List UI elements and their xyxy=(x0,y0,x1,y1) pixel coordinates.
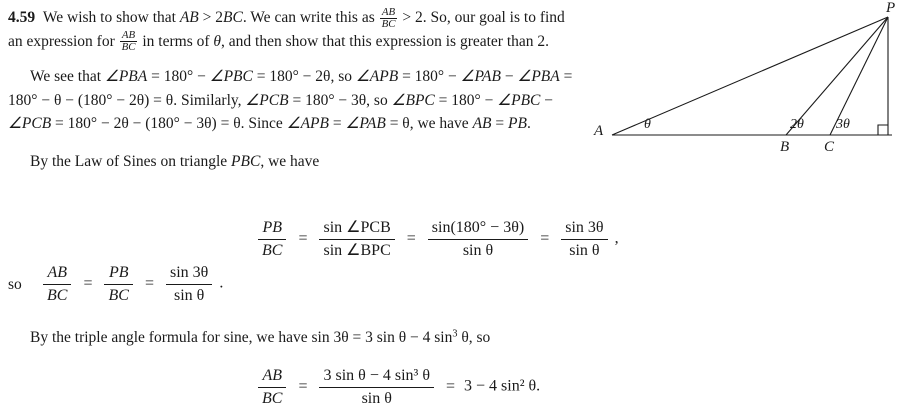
eq2-f3-num: sin 3θ xyxy=(166,263,212,285)
p2-eq13: . xyxy=(526,115,531,133)
eq2-f1-den: BC xyxy=(47,286,68,304)
angle-label-3theta: 3θ xyxy=(836,117,850,132)
eq2-equals-2: = xyxy=(144,275,154,293)
eq3-frac-expansion xyxy=(319,366,434,408)
eq1-tail: , xyxy=(614,229,619,247)
eq1-f4-den: sin θ xyxy=(569,241,600,259)
p2-text-a: We see that xyxy=(30,68,105,86)
eq1-f1-den: BC xyxy=(262,241,283,259)
eq2-f1-num: AB xyxy=(43,263,71,285)
eq3-f2-num: 3 sin θ − 4 sin³ θ xyxy=(319,366,434,388)
eq1-f1-num: PB xyxy=(258,218,286,240)
display-equation-1 xyxy=(255,218,619,260)
p2-pbc: ∠PBC xyxy=(209,68,253,86)
eq2-f2-num: PB xyxy=(104,263,132,285)
p2-eq7: = 180° − xyxy=(434,91,498,109)
p2-apb-2: ∠APB xyxy=(286,115,329,133)
p2-eq6: = 180° − 3θ, so xyxy=(288,91,392,109)
p1-text-c: . We can write this as xyxy=(242,9,379,26)
angle-label-theta: θ xyxy=(644,117,651,132)
p4-exponent: 3 xyxy=(452,328,458,340)
eq1-f2-num: sin ∠PCB xyxy=(319,218,394,240)
vertex-label-p: P xyxy=(886,0,896,16)
eq2-frac-sin3theta xyxy=(166,263,212,305)
equation-2-so-label: so xyxy=(8,276,22,293)
p1-text-b: > 2 xyxy=(198,9,224,26)
eq3-equals-2: = xyxy=(445,378,456,396)
paragraph-1 xyxy=(8,6,578,53)
triangle-figure xyxy=(590,0,914,170)
p4-text-a: By the triple angle formula for sine, we have sin 3θ = 3 sin θ − 4 sin xyxy=(30,329,453,346)
p2-pcb-2: ∠PCB xyxy=(8,115,52,133)
figure-svg xyxy=(590,0,914,170)
p2-eq3: = 180° − xyxy=(398,68,461,86)
p4-text-b: θ, so xyxy=(457,329,491,346)
p2-bpc: ∠BPC xyxy=(391,91,435,109)
eq2-frac-ab-bc xyxy=(43,263,71,305)
p2-eq4: − xyxy=(500,68,518,86)
p2-eq8: − xyxy=(540,91,553,109)
p2-apb: ∠APB xyxy=(355,68,399,86)
eq3-f2-den: sin θ xyxy=(361,389,392,407)
p2-pb: PB xyxy=(508,115,527,133)
p1-text-f: , and then show that this expression is greater than 2. xyxy=(221,32,550,50)
eq2-f3-den: sin θ xyxy=(173,286,205,304)
eq2-tail: . xyxy=(219,274,224,292)
eq1-equals-1: = xyxy=(298,230,308,248)
eq2-f2-den: BC xyxy=(108,286,129,304)
eq3-frac-ab-bc xyxy=(258,366,286,408)
eq1-f3-num: sin(180° − 3θ) xyxy=(428,218,528,240)
p2-pab: ∠PAB xyxy=(460,68,501,86)
vertex-label-b: B xyxy=(780,139,790,155)
eq1-frac-sin180 xyxy=(428,218,528,260)
p2-eq2: = 180° − 2θ, so xyxy=(252,68,356,86)
p2-eq5: = 180° − θ − (180° − 2θ) = θ. Similarly, xyxy=(8,68,573,109)
paragraph-2 xyxy=(8,65,578,136)
inline-fraction-ab-bc-1 xyxy=(380,7,398,30)
p1-text-a: We wish to show that xyxy=(42,9,180,26)
eq1-f4-num: sin 3θ xyxy=(561,218,607,240)
p2-eq10: = xyxy=(329,115,346,133)
paragraph-4 xyxy=(8,326,578,350)
p2-pba: ∠PBA xyxy=(104,68,148,86)
eq1-frac-sin3theta xyxy=(561,218,607,260)
p3-text-a: By the Law of Sines on triangle xyxy=(30,152,232,170)
eq3-tail: 3 − 4 sin² θ. xyxy=(464,377,541,395)
p2-pcb: ∠PCB xyxy=(245,91,289,109)
eq3-equals-1: = xyxy=(298,378,308,396)
p2-eq9: = 180° − 2θ − (180° − 3θ) = θ. Since xyxy=(51,115,287,133)
inline-fraction-ab-bc-2 xyxy=(120,30,138,53)
p2-eq12: = xyxy=(491,115,508,133)
frac1-numerator: AB xyxy=(380,7,398,19)
eq2-frac-pb-bc xyxy=(104,263,132,305)
p2-eq11: = θ, we have xyxy=(385,115,473,133)
p1-text-e: in terms of xyxy=(138,32,214,50)
p1-text-d: > 2. So, our goal is to find an expression for xyxy=(8,9,565,50)
p2-pbc-2: ∠PBC xyxy=(497,91,541,109)
p2-pba-2: ∠PBA xyxy=(517,68,560,86)
angle-label-2theta: 2θ xyxy=(790,117,804,132)
eq1-equals-3: = xyxy=(540,230,550,248)
p1-bc: BC xyxy=(223,9,243,26)
p3-pbc: PBC xyxy=(231,152,261,170)
p2-eq1: = 180° − xyxy=(147,68,210,86)
p1-ab: AB xyxy=(179,9,199,26)
paragraph-3 xyxy=(8,150,578,174)
frac2-denominator: BC xyxy=(121,41,136,54)
frac1-denominator: BC xyxy=(381,17,396,30)
eq1-frac-sines xyxy=(319,218,394,260)
p3-text-b: , we have xyxy=(260,152,320,170)
vertex-label-a: A xyxy=(594,123,604,139)
eq2-equals-1: = xyxy=(83,275,93,293)
eq3-f1-den: BC xyxy=(262,389,283,407)
eq3-f1-num: AB xyxy=(258,366,286,388)
p2-ab: AB xyxy=(472,115,492,133)
eq1-equals-2: = xyxy=(406,230,416,248)
p1-theta: θ xyxy=(213,32,222,50)
vertex-label-c: C xyxy=(824,139,835,155)
problem-number: 4.59 xyxy=(8,9,36,26)
frac2-numerator: AB xyxy=(120,30,138,42)
p2-pab-2: ∠PAB xyxy=(345,115,386,133)
eq1-f3-den: sin θ xyxy=(462,241,494,259)
right-angle-mark xyxy=(878,125,888,135)
eq1-frac-pb-bc xyxy=(258,218,286,260)
eq1-f2-den: sin ∠BPC xyxy=(323,241,391,259)
display-equation-3 xyxy=(255,366,540,408)
display-equation-2 xyxy=(40,263,223,305)
